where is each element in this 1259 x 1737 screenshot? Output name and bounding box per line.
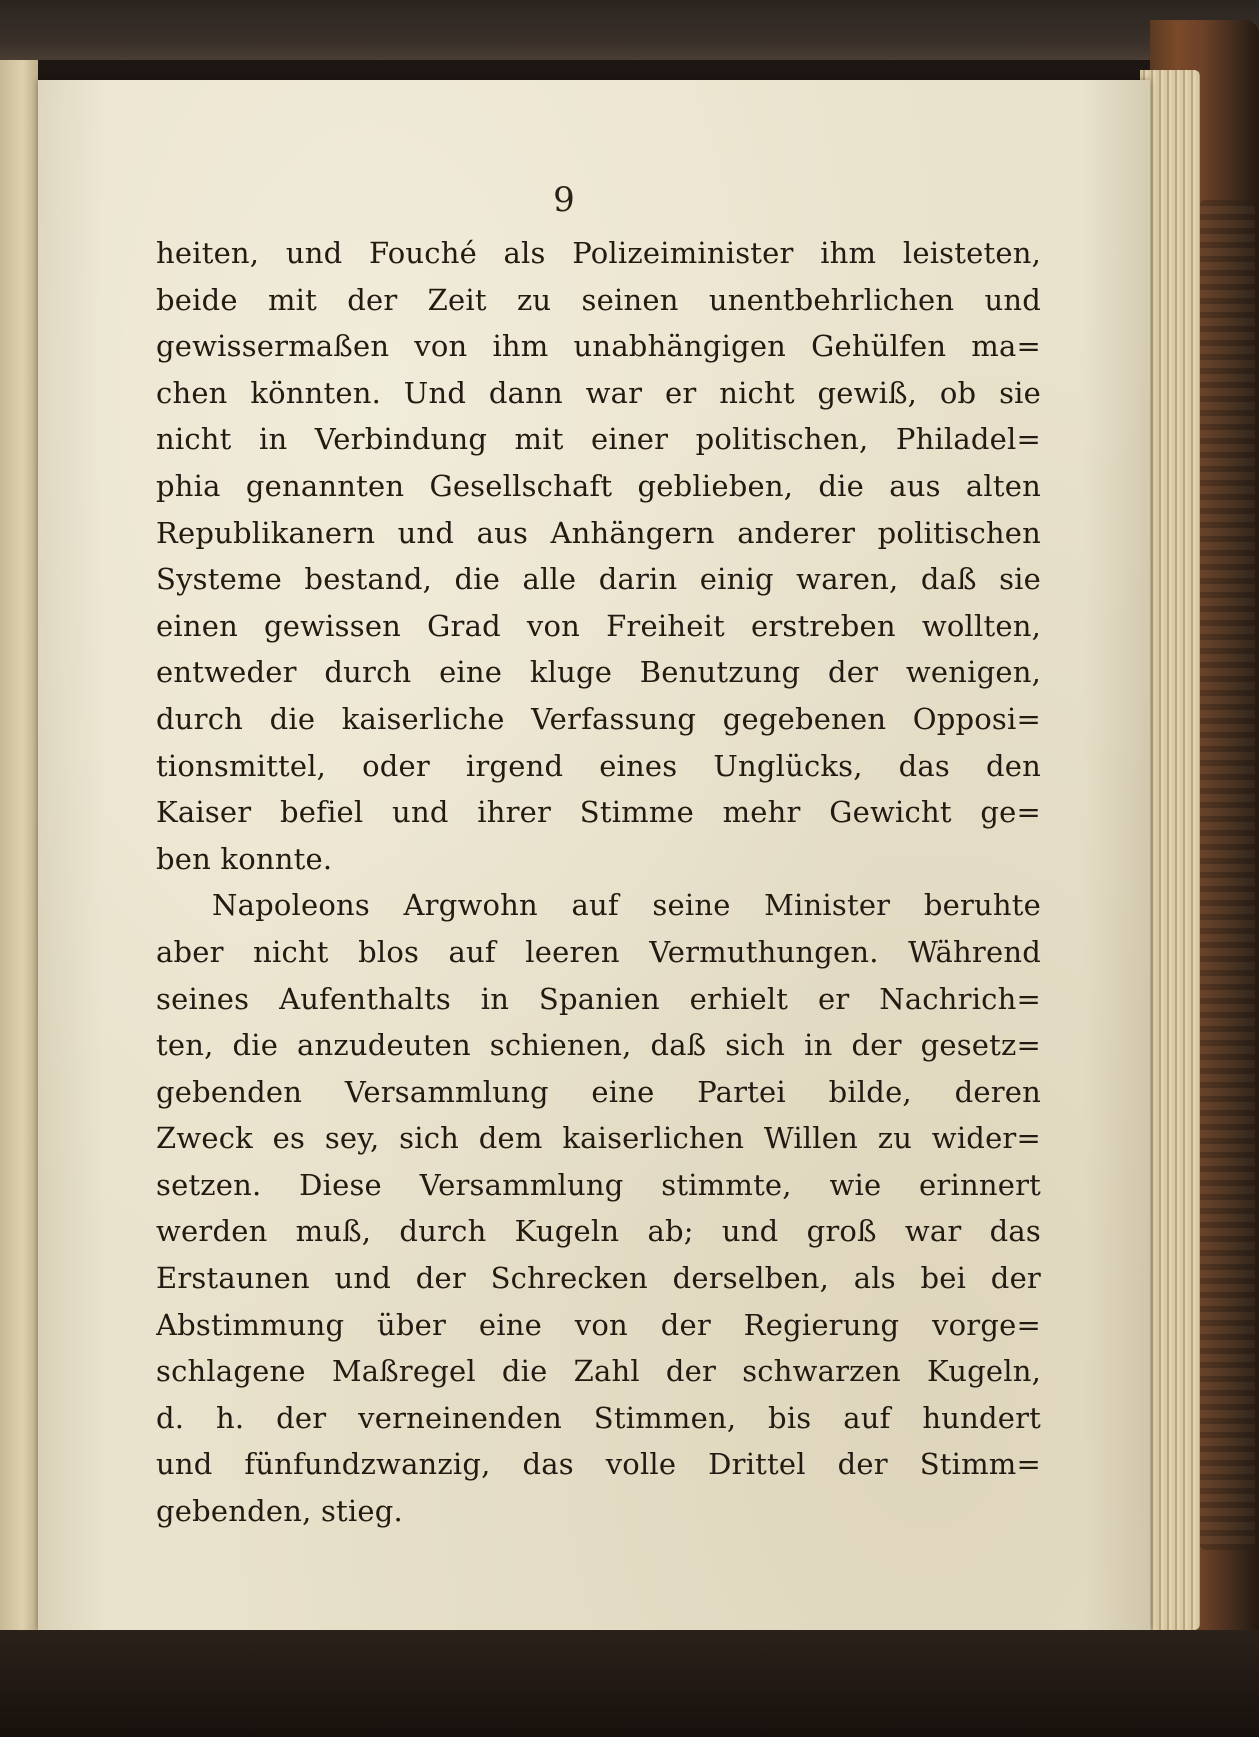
book-page bbox=[38, 80, 1150, 1630]
text-line: Napoleons Argwohn auf seine Minister beruhte bbox=[212, 888, 1041, 923]
text-line: heiten, und Fouché als Polizeiminister ihm leisteten, bbox=[156, 236, 1041, 270]
text-line: schlagene Maßregel die Zahl der schwarzen Kugeln, bbox=[156, 1354, 1041, 1389]
text-line: Republikanern und aus Anhängern anderer politischen bbox=[156, 515, 1041, 550]
text-line: gebenden Versammlung eine Partei bilde, deren bbox=[156, 1074, 1041, 1109]
text-line: Erstaunen und der Schrecken derselben, als bei der bbox=[156, 1261, 1041, 1296]
page-number: 9 bbox=[553, 180, 575, 220]
text-line: ten, die anzudeuten schienen, daß sich in der gesetz= bbox=[156, 1028, 1041, 1063]
text-line: nicht in Verbindung mit einer politischen, Philadel= bbox=[156, 422, 1041, 457]
text-line: entweder durch eine kluge Benutzung der wenigen, bbox=[156, 655, 1041, 690]
text-line: d. h. der verneinenden Stimmen, bis auf hundert bbox=[156, 1400, 1041, 1435]
top-shadow bbox=[0, 0, 1259, 60]
text-line: aber nicht blos auf leeren Vermuthungen. Während bbox=[156, 934, 1041, 969]
text-line: ben konnte. bbox=[156, 841, 333, 876]
paragraph-2 bbox=[156, 882, 1041, 1534]
text-line: Systeme bestand, die alle darin einig waren, daß sie bbox=[156, 562, 1041, 597]
bottom-shadow bbox=[0, 1630, 1259, 1737]
text-line: Kaiser befiel und ihrer Stimme mehr Gewicht ge= bbox=[156, 795, 1041, 830]
text-line: seines Aufenthalts in Spanien erhielt er Nachrich= bbox=[156, 981, 1041, 1016]
text-line: werden muß, durch Kugeln ab; und groß war das bbox=[156, 1214, 1041, 1249]
text-line: tionsmittel, oder irgend eines Unglücks, das den bbox=[156, 748, 1041, 783]
text-line: gebenden, stieg. bbox=[156, 1494, 403, 1529]
text-line: und fünfundzwanzig, das volle Drittel der Stimm= bbox=[156, 1447, 1041, 1482]
left-page-edge bbox=[0, 60, 38, 1660]
text-line: phia genannten Gesellschaft geblieben, die aus alten bbox=[156, 468, 1041, 503]
text-block bbox=[156, 230, 1041, 1535]
text-line: beide mit der Zeit zu seinen unentbehrlichen und bbox=[156, 282, 1041, 317]
text-line: durch die kaiserliche Verfassung gegebenen Opposi= bbox=[156, 701, 1041, 736]
text-line: gewissermaßen von ihm unabhängigen Gehülfen ma= bbox=[156, 329, 1041, 364]
text-line: chen könnten. Und dann war er nicht gewiß, ob sie bbox=[156, 375, 1041, 410]
text-line: einen gewissen Grad von Freiheit erstreben wollten, bbox=[156, 608, 1041, 643]
text-line: setzen. Diese Versammlung stimmte, wie erinnert bbox=[156, 1167, 1041, 1202]
text-line: Zweck es sey, sich dem kaiserlichen Willen zu wider= bbox=[156, 1121, 1041, 1156]
binding-texture bbox=[1200, 200, 1255, 1550]
text-line: Abstimmung über eine von der Regierung vorge= bbox=[156, 1307, 1041, 1342]
paragraph-1 bbox=[156, 230, 1041, 882]
